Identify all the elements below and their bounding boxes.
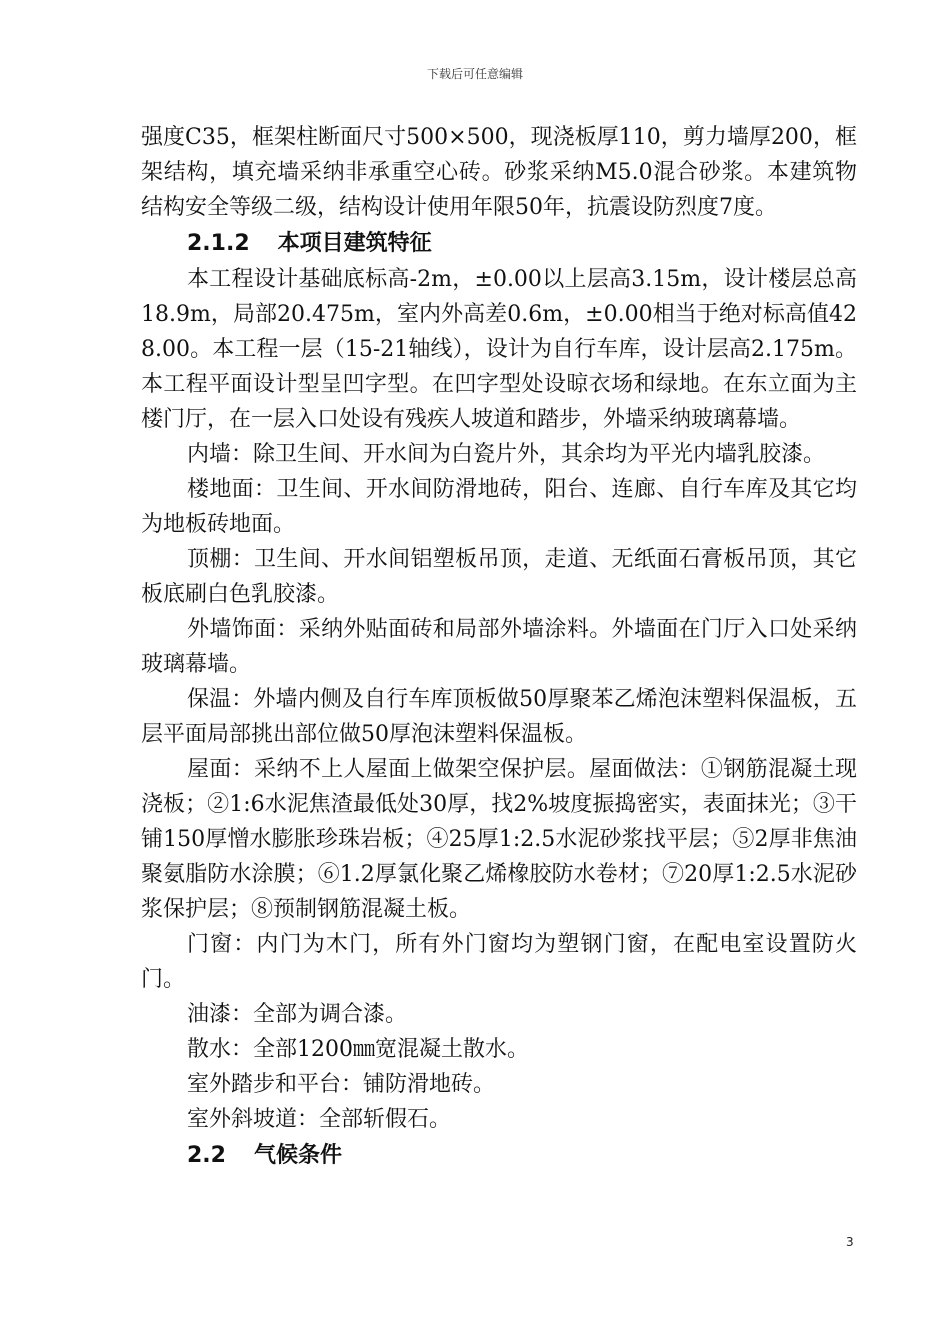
paragraph-exterior-finish: 外墙饰面：采纳外贴面砖和局部外墙涂料。外墙面在门厅入口处采纳玻璃幕墙。	[141, 617, 857, 677]
section-number: 2.2	[187, 1143, 226, 1168]
paragraph-ceiling: 顶棚：卫生间、开水间铝塑板吊顶，走道、无纸面石膏板吊顶，其它板底刷白色乳胶漆。	[141, 547, 857, 607]
section-heading-2-2	[141, 1137, 857, 1174]
paragraph-insulation: 保温：外墙内侧及自行车库顶板做50厚聚苯乙烯泡沫塑料保温板，五层平面局部挑出部位做50厚泡沫塑料保温板。	[141, 687, 857, 747]
paragraph-outdoor-ramp: 室外斜坡道：全部斩假石。	[187, 1107, 452, 1132]
page-header: 下载后可任意编辑	[426, 67, 523, 81]
paragraph-interior-walls: 内墙：除卫生间、开水间为白瓷片外，其余均为平光内墙乳胶漆。	[187, 442, 826, 467]
section-heading-2-1-2	[141, 225, 857, 262]
paragraph-paint: 油漆：全部为调合漆。	[187, 1002, 408, 1027]
intro-paragraph: 强度C35，框架柱断面尺寸500×500，现浇板厚110，剪力墙厚200，框架结构，填充墙采纳非承重空心砖。砂浆采纳M5.0混合砂浆。本建筑物结构安全等级二级，结构设计使用年限50年，抗震设防烈度7度。	[141, 125, 857, 220]
page-number: 3	[846, 1235, 854, 1249]
paragraph-floors: 楼地面：卫生间、开水间防滑地砖，阳台、连廊、自行车库及其它均为地板砖地面。	[141, 477, 857, 537]
section-title: 本项目建筑特征	[277, 231, 432, 256]
document-body	[141, 120, 857, 1174]
paragraph-apron: 散水：全部1200㎜宽混凝土散水。	[187, 1037, 529, 1062]
paragraph-roof: 屋面：采纳不上人屋面上做架空保护层。屋面做法：①钢筋混凝土现浇板；②1:6水泥焦渣最低处30厚，找2%坡度振捣密实，表面抹光；③干铺150厚憎水膨胀珍珠岩板；④25厚1:2.5水泥砂浆找平层；⑤2厚非焦油聚氨脂防水涂膜；⑥1.2厚氯化聚乙烯橡胶防水卷材；⑦20厚1:2.5水泥砂浆保护层；⑧预制钢筋混凝土板。	[141, 757, 857, 922]
section-number: 2.1.2	[187, 231, 250, 256]
paragraph-outdoor-steps: 室外踏步和平台：铺防滑地砖。	[187, 1072, 496, 1097]
paragraph-doors-windows: 门窗：内门为木门，所有外门窗均为塑钢门窗，在配电室设置防火门。	[141, 932, 857, 992]
paragraph-building-features: 本工程设计基础底标高-2m，±0.00以上层高3.15m，设计楼层总高18.9m，局部20.475m，室内外高差0.6m，±0.00相当于绝对标高值428.00。本工程一层（15-21轴线），设计为自行车库，设计层高2.175m。本工程平面设计型呈凹字型。在凹字型处设晾衣场和绿地。在东立面为主楼门厅，在一层入口处设有残疾人坡道和踏步，外墙采纳玻璃幕墙。	[141, 267, 857, 432]
section-title: 气候条件	[253, 1143, 342, 1168]
